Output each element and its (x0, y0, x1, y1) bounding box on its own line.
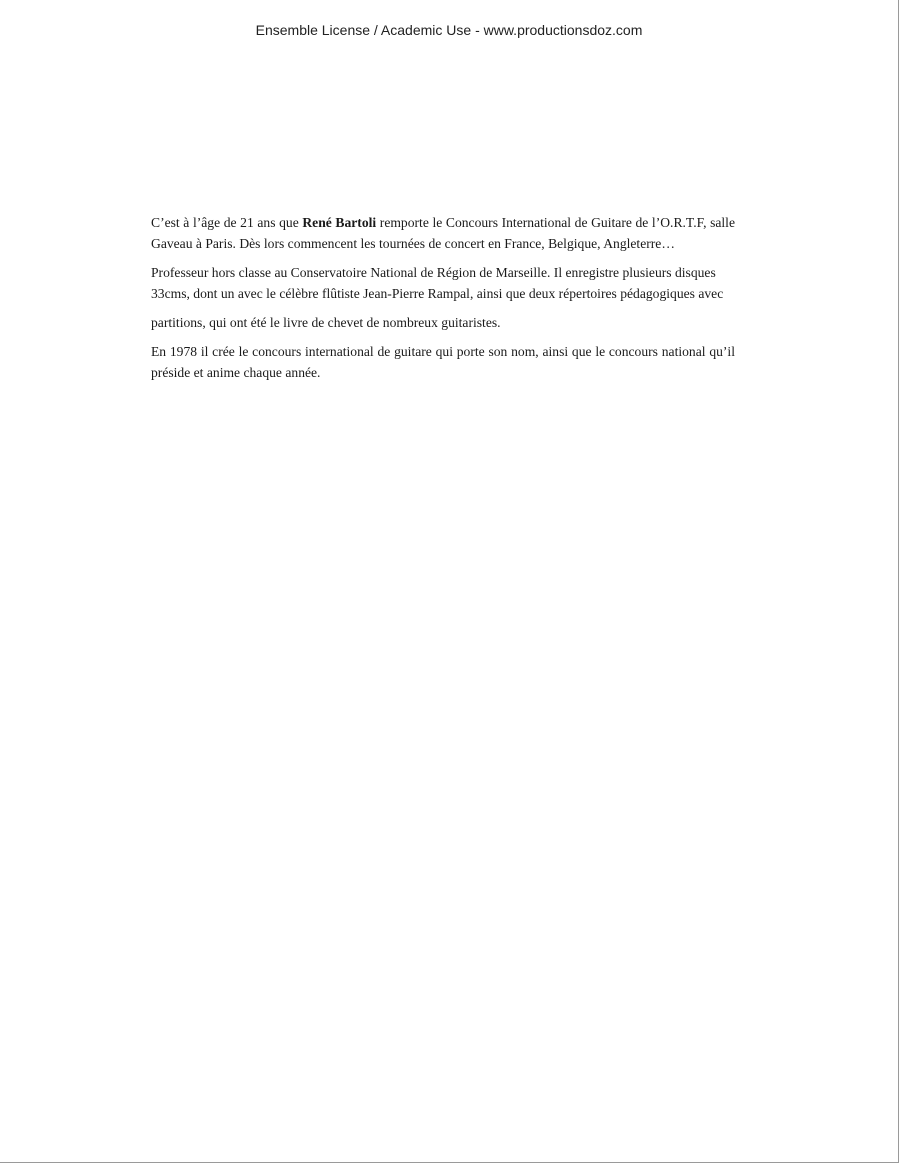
biography-text (151, 212, 735, 391)
artist-name: René Bartoli (302, 215, 377, 230)
paragraph-1 (151, 212, 735, 254)
paragraph-2: Professeur hors classe au Conservatoire National de Région de Marseille. Il enregistre plusieurs disques 33cms, dont un avec le célèbre flûtiste Jean-Pierre Rampal, ainsi que deux répertoires pédagogiques avec (151, 265, 724, 301)
paragraph-3: partitions, qui ont été le livre de chevet de nombreux guitaristes. (151, 315, 501, 330)
paragraph-1-intro: C’est à l’âge de 21 ans que (151, 215, 303, 230)
paragraph-4: En 1978 il crée le concours international de guitare qui porte son nom, ainsi que le concours national qu’il préside et anime chaque année. (151, 344, 735, 380)
license-header: Ensemble License / Academic Use - www.productionsdoz.com (255, 22, 643, 38)
paragraph-1-rest: remporte le Concours International de Guitare de l’O.R.T.F, salle Gaveau à Paris. Dès lors commencent les tournées de concert en France, Belgique, Angleterre… (151, 215, 735, 251)
